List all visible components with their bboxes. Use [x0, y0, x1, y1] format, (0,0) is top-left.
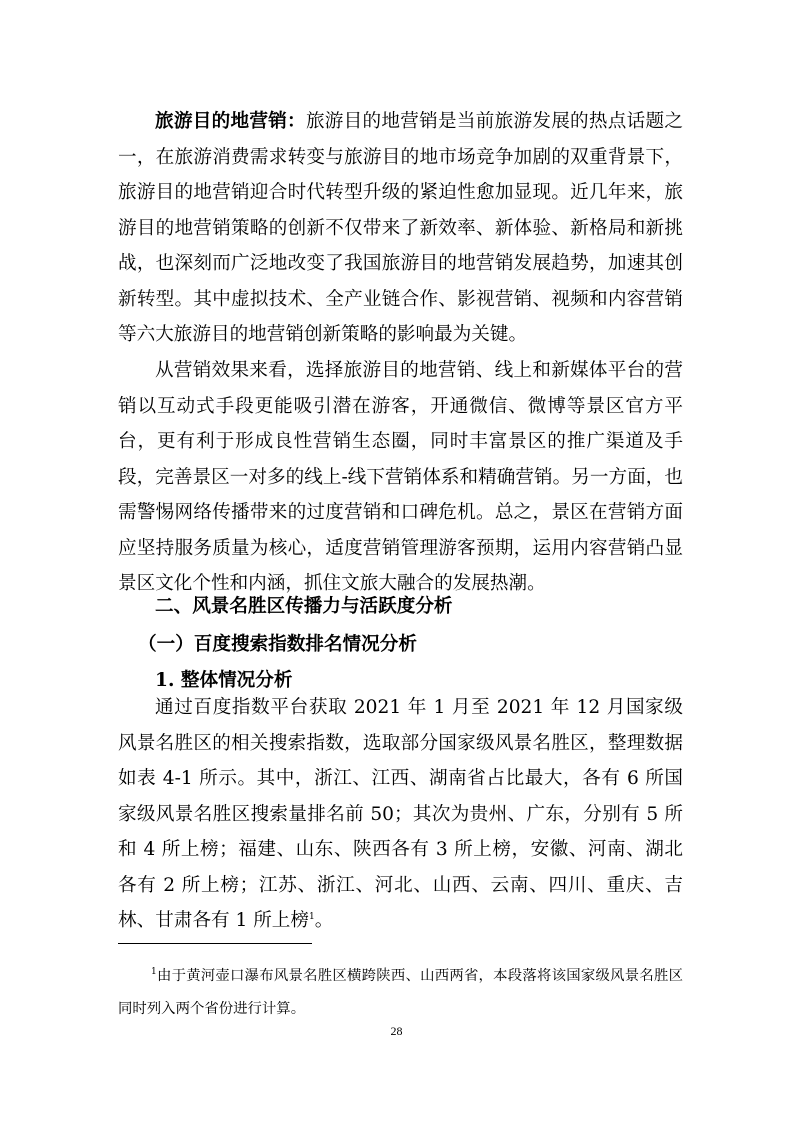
footnote-separator	[118, 943, 312, 944]
section-heading: 二、风景名胜区传播力与活跃度分析	[155, 596, 453, 617]
footnote-text: 由于黄河壶口瀑布风景名胜区横跨陕西、山西两省，本段落将该国家级风景名胜区同时列入两个省份进行计算。	[118, 968, 683, 1017]
footnote	[118, 960, 683, 1026]
paragraph-marketing-effect: 从营销效果来看，选择旅游目的地营销、线上和新媒体平台的营销以互动式手段更能吸引潜在游客，开通微信、微博等景区官方平台，更有利于形成良性营销生态圈，同时丰富景区的推广渠道及手段，完善景区一对多的线上-线下营销体系和精确营销。另一方面，也需警惕网络传播带来的过度营销和口碑危机。总之，景区在营销方面应坚持服务质量为核心，适度营销管理游客预期，运用内容营销凸显景区文化个性和内涵，抓住文旅大融合的发展热潮。	[118, 360, 683, 594]
subsection-heading: （一）百度搜索指数排名情况分析	[138, 634, 417, 655]
paragraph-lead-term: 旅游目的地营销：	[155, 111, 306, 132]
paragraph-body: 通过百度指数平台获取 2021 年 1 月至 2021 年 12 月国家级风景名胜区的相关搜索指数，选取部分国家级风景名胜区，整理数据如表 4-1 所示。其中，浙江、江西、湖南省占比最大，各有 6 所国家级风景名胜区搜索量排名前 50；其次为贵州、广东，分别有 5 所和 4 所上榜；福建、山东、陕西各有 3 所上榜，安徽、河南、湖北各有 2 所上榜；江苏、浙江、河北、山西、云南、四川、重庆、吉林、甘肃各有 1 所上榜	[118, 697, 683, 931]
page-number: 28	[390, 1024, 403, 1038]
paragraph-end: 。	[314, 910, 334, 931]
paragraph-destination-marketing	[118, 104, 683, 353]
footnote-mark: 1	[151, 967, 157, 978]
paragraph-body: 旅游目的地营销是当前旅游发展的热点话题之一，在旅游消费需求转变与旅游目的地市场竞争加剧的双重背景下，旅游目的地营销迎合时代转型升级的紧迫性愈加显现。近几年来，旅游目的地营销策略的创新不仅带来了新效率、新体验、新格局和新挑战，也深刻而广泛地改变了我国旅游目的地营销发展趋势，加速其创新转型。其中虚拟技术、全产业链合作、影视营销、视频和内容营销等六大旅游目的地营销创新策略的影响最为关键。	[118, 111, 683, 345]
footnote-reference[interactable]: 1	[309, 911, 315, 922]
paragraph-baidu-index	[118, 690, 683, 939]
item-heading: 1. 整体情况分析	[155, 670, 293, 691]
